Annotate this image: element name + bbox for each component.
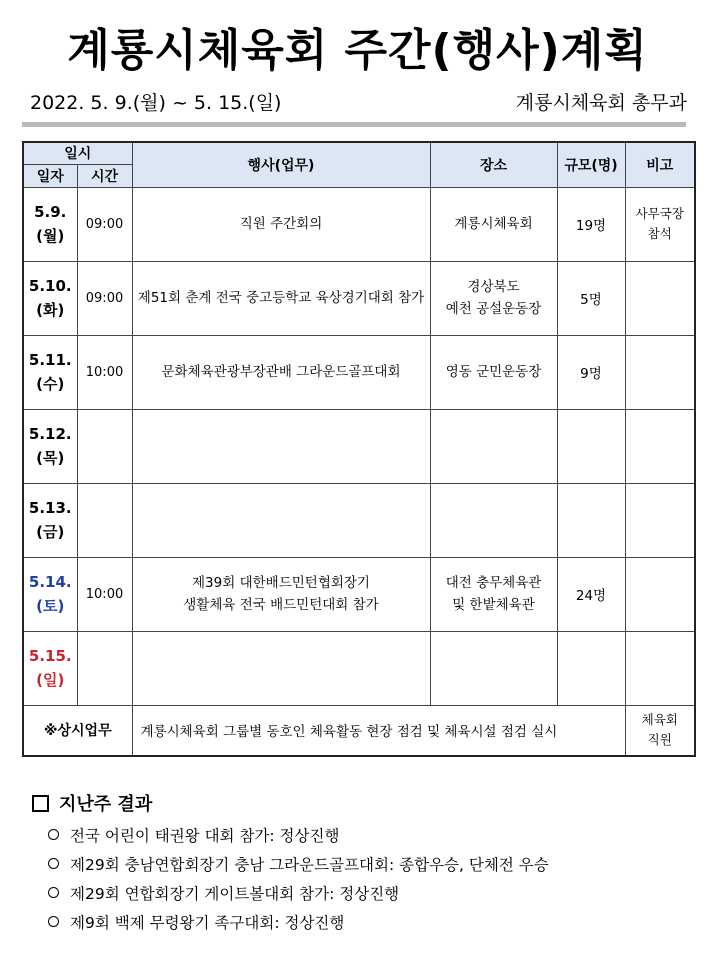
row-event <box>132 187 430 261</box>
row-place <box>430 631 557 705</box>
routine-text: 계룡시체육회 그룹별 동호인 체육활동 현장 점검 및 체육시설 점검 실시 <box>132 705 625 756</box>
table-row <box>23 187 695 261</box>
date-text: 5.10. <box>28 277 72 295</box>
row-place <box>430 187 557 261</box>
date-range: 2022. 5. 9.(월) ~ 5. 15.(일) <box>30 92 282 114</box>
row-place <box>430 409 557 483</box>
row-time <box>77 631 132 705</box>
row-event <box>132 335 430 409</box>
row-event <box>132 261 430 335</box>
row-date <box>23 483 77 557</box>
weekday-text: (목) <box>36 449 65 467</box>
row-note <box>625 409 695 483</box>
list-item-text: 제29회 충남연합회장기 충남 그라운드골프대회: 종합우승, 단체전 우승 <box>70 856 549 874</box>
weekday-text: (수) <box>36 375 65 393</box>
last-week-heading <box>32 790 152 816</box>
weekday-text: (토) <box>36 597 65 615</box>
row-time: 09:00 <box>77 261 132 335</box>
table-row <box>23 483 695 557</box>
row-scale: 5명 <box>557 261 625 335</box>
row-scale: 19명 <box>557 187 625 261</box>
note-line: 체육회 <box>641 712 678 727</box>
list-item-text: 제9회 백제 무령왕기 족구대회: 정상진행 <box>70 914 345 932</box>
subtitle-line <box>0 88 715 116</box>
row-date <box>23 187 77 261</box>
note-line: 사무국장 <box>635 206 684 221</box>
place-line: 예천 공설운동장 <box>445 301 542 317</box>
routine-row <box>23 705 695 756</box>
table-row <box>23 409 695 483</box>
row-event <box>132 483 430 557</box>
row-date <box>23 631 77 705</box>
row-place <box>430 261 557 335</box>
date-text: 5.13. <box>28 499 72 517</box>
row-note <box>625 557 695 631</box>
row-event <box>132 409 430 483</box>
row-date <box>23 261 77 335</box>
row-scale: 9명 <box>557 335 625 409</box>
event-line: 직원 주간회의 <box>239 216 323 232</box>
last-week-heading-text: 지난주 결과 <box>59 794 153 815</box>
date-text: 5.12. <box>28 425 72 443</box>
row-note <box>625 187 695 261</box>
note-line: 참석 <box>647 226 672 241</box>
row-scale: 24명 <box>557 557 625 631</box>
event-line: 제51회 춘계 전국 중고등학교 육상경기대회 참가 <box>137 290 425 306</box>
weekday-text: (월) <box>36 227 65 245</box>
row-date <box>23 409 77 483</box>
header-row <box>23 142 695 164</box>
row-scale <box>557 631 625 705</box>
row-note <box>625 483 695 557</box>
date-text: 5.15. <box>28 647 72 665</box>
place-line: 및 한밭체육관 <box>452 597 535 613</box>
row-place <box>430 335 557 409</box>
event-line: 생활체육 전국 배드민턴대회 참가 <box>183 597 379 613</box>
header-datetime: 일시 <box>23 142 132 164</box>
event-line: 제39회 대한배드민턴협회장기 <box>192 575 370 591</box>
event-line: 문화체육관광부장관배 그라운드골프대회 <box>161 364 401 380</box>
routine-note <box>625 705 695 756</box>
date-text: 5.14. <box>28 573 72 591</box>
row-time: 10:00 <box>77 335 132 409</box>
weekday-text: (화) <box>36 301 65 319</box>
row-place <box>430 557 557 631</box>
list-item <box>48 822 549 851</box>
row-date <box>23 335 77 409</box>
circle-bullet-icon <box>48 887 59 898</box>
table-row <box>23 261 695 335</box>
header-note: 비고 <box>625 142 695 187</box>
schedule-table <box>22 141 696 757</box>
note-line: 직원 <box>647 732 672 747</box>
last-week-list <box>48 822 549 938</box>
row-date <box>23 557 77 631</box>
list-item <box>48 851 549 880</box>
header-place: 장소 <box>430 142 557 187</box>
row-note <box>625 335 695 409</box>
row-scale <box>557 409 625 483</box>
department: 계룡시체육회 총무과 <box>515 92 687 114</box>
row-note <box>625 631 695 705</box>
table-row <box>23 631 695 705</box>
list-item-text: 제29회 연합회장기 게이트볼대회 참가: 정상진행 <box>70 885 400 903</box>
list-item-text: 전국 어린이 태권왕 대회 참가: 정상진행 <box>70 827 340 845</box>
row-event <box>132 557 430 631</box>
place-line: 경상북도 <box>467 279 520 295</box>
place-line: 대전 충무체육관 <box>445 575 542 591</box>
row-scale <box>557 483 625 557</box>
page-title: 계룡시체육회 주간(행사)계획 <box>67 25 648 76</box>
routine-label: ※상시업무 <box>23 705 132 756</box>
row-note <box>625 261 695 335</box>
circle-bullet-icon <box>48 829 59 840</box>
row-place <box>430 483 557 557</box>
date-text: 5.9. <box>34 203 67 221</box>
place-line: 영동 군민운동장 <box>445 364 542 380</box>
header-event: 행사(업무) <box>132 142 430 187</box>
list-item <box>48 909 549 938</box>
row-event <box>132 631 430 705</box>
row-time <box>77 409 132 483</box>
weekday-text: (금) <box>36 523 65 541</box>
circle-bullet-icon <box>48 858 59 869</box>
header-scale: 규모(명) <box>557 142 625 187</box>
table-row <box>23 557 695 631</box>
header-date: 일자 <box>23 164 77 187</box>
square-bullet-icon <box>32 795 49 812</box>
title-rule <box>22 122 686 127</box>
date-text: 5.11. <box>28 351 72 369</box>
weekday-text: (일) <box>36 671 65 689</box>
header-time: 시간 <box>77 164 132 187</box>
place-line: 계룡시체육회 <box>454 216 533 232</box>
row-time: 09:00 <box>77 187 132 261</box>
table-row <box>23 335 695 409</box>
row-time: 10:00 <box>77 557 132 631</box>
list-item <box>48 880 549 909</box>
circle-bullet-icon <box>48 916 59 927</box>
row-time <box>77 483 132 557</box>
